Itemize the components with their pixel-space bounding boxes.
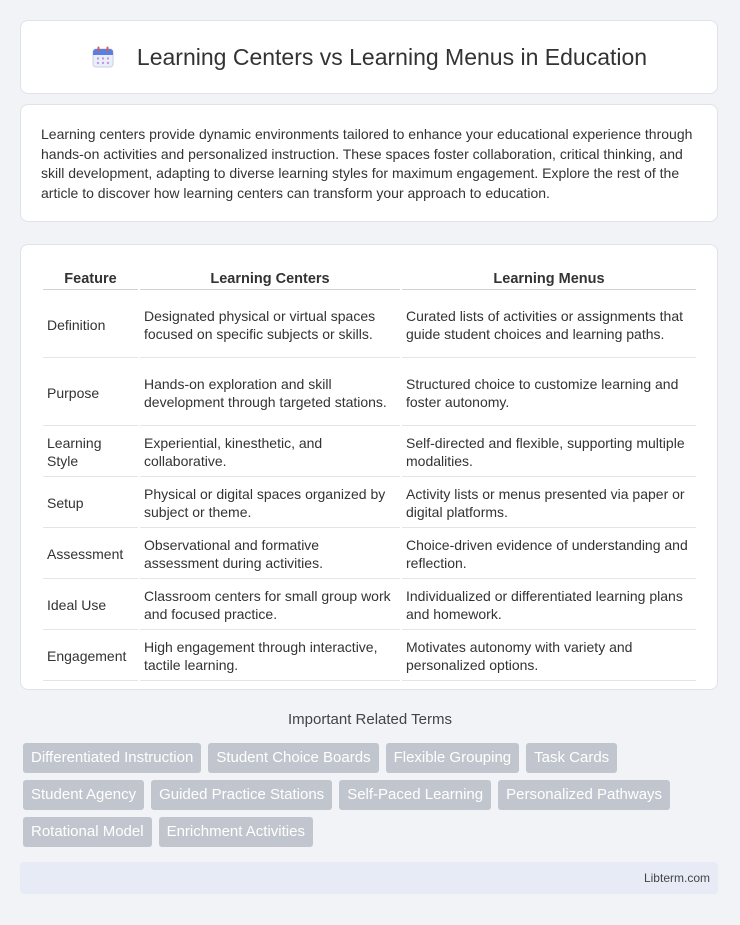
term-tag[interactable]: Enrichment Activities	[159, 817, 313, 847]
term-tag[interactable]: Self-Paced Learning	[339, 780, 491, 810]
intro-card	[20, 104, 718, 222]
column-header-learning-menus: Learning Menus	[402, 267, 696, 290]
learning-centers-cell: Experiential, kinesthetic, and collaborative.	[140, 428, 400, 477]
feature-cell: Engagement	[43, 632, 138, 681]
feature-cell: Definition	[43, 292, 138, 358]
term-tag[interactable]: Student Agency	[23, 780, 144, 810]
feature-cell: Learning Style	[43, 428, 138, 477]
learning-menus-cell: Choice-driven evidence of understanding and reflection.	[402, 530, 696, 579]
table-row	[43, 581, 696, 630]
learning-centers-cell: Designated physical or virtual spaces focused on specific subjects or skills.	[140, 292, 400, 358]
term-tag[interactable]: Rotational Model	[23, 817, 152, 847]
intro-text: Learning centers provide dynamic environments tailored to enhance your educational experience through hands-on activities and personalized instruction. These spaces foster collaboration, critical thinking, and skill development, adapting to diverse learning styles for maximum engagement. Explore the rest of the article to discover how learning centers can transform your approach to education.	[41, 126, 693, 201]
learning-menus-cell: Individualized or differentiated learning plans and homework.	[402, 581, 696, 630]
learning-centers-cell: High engagement through interactive, tactile learning.	[140, 632, 400, 681]
header	[91, 44, 647, 71]
comparison-table	[41, 265, 698, 683]
feature-cell: Purpose	[43, 360, 138, 426]
table-header-row	[43, 267, 696, 290]
term-tag[interactable]: Student Choice Boards	[208, 743, 378, 773]
term-tag[interactable]: Task Cards	[526, 743, 617, 773]
related-terms-list	[23, 743, 723, 847]
learning-menus-cell: Self-directed and flexible, supporting multiple modalities.	[402, 428, 696, 477]
comparison-table-card	[20, 244, 718, 690]
column-header-learning-centers: Learning Centers	[140, 267, 400, 290]
table-row	[43, 479, 696, 528]
footer-site-link[interactable]: Libterm.com	[643, 871, 710, 885]
learning-centers-cell: Observational and formative assessment during activities.	[140, 530, 400, 579]
table-row	[43, 428, 696, 477]
calendar-icon	[91, 45, 115, 69]
footer	[20, 862, 718, 894]
feature-cell: Assessment	[43, 530, 138, 579]
learning-centers-cell: Physical or digital spaces organized by subject or theme.	[140, 479, 400, 528]
page-title: Learning Centers vs Learning Menus in Education	[136, 43, 648, 70]
term-tag[interactable]: Personalized Pathways	[498, 780, 670, 810]
term-tag[interactable]: Guided Practice Stations	[151, 780, 332, 810]
column-header-feature: Feature	[43, 267, 138, 290]
feature-cell: Ideal Use	[43, 581, 138, 630]
learning-centers-cell: Classroom centers for small group work and focused practice.	[140, 581, 400, 630]
learning-menus-cell: Activity lists or menus presented via paper or digital platforms.	[402, 479, 696, 528]
header-card	[20, 20, 718, 94]
table-row	[43, 632, 696, 681]
learning-menus-cell: Motivates autonomy with variety and personalized options.	[402, 632, 696, 681]
learning-centers-cell: Hands-on exploration and skill development through targeted stations.	[140, 360, 400, 426]
learning-menus-cell: Structured choice to customize learning and foster autonomy.	[402, 360, 696, 426]
table-row	[43, 292, 696, 358]
table-row	[43, 360, 696, 426]
table-row	[43, 530, 696, 579]
learning-menus-cell: Curated lists of activities or assignments that guide student choices and learning paths.	[402, 292, 696, 358]
related-terms-heading: Important Related Terms	[288, 711, 452, 728]
term-tag[interactable]: Flexible Grouping	[386, 743, 520, 773]
term-tag[interactable]: Differentiated Instruction	[23, 743, 201, 773]
feature-cell: Setup	[43, 479, 138, 528]
